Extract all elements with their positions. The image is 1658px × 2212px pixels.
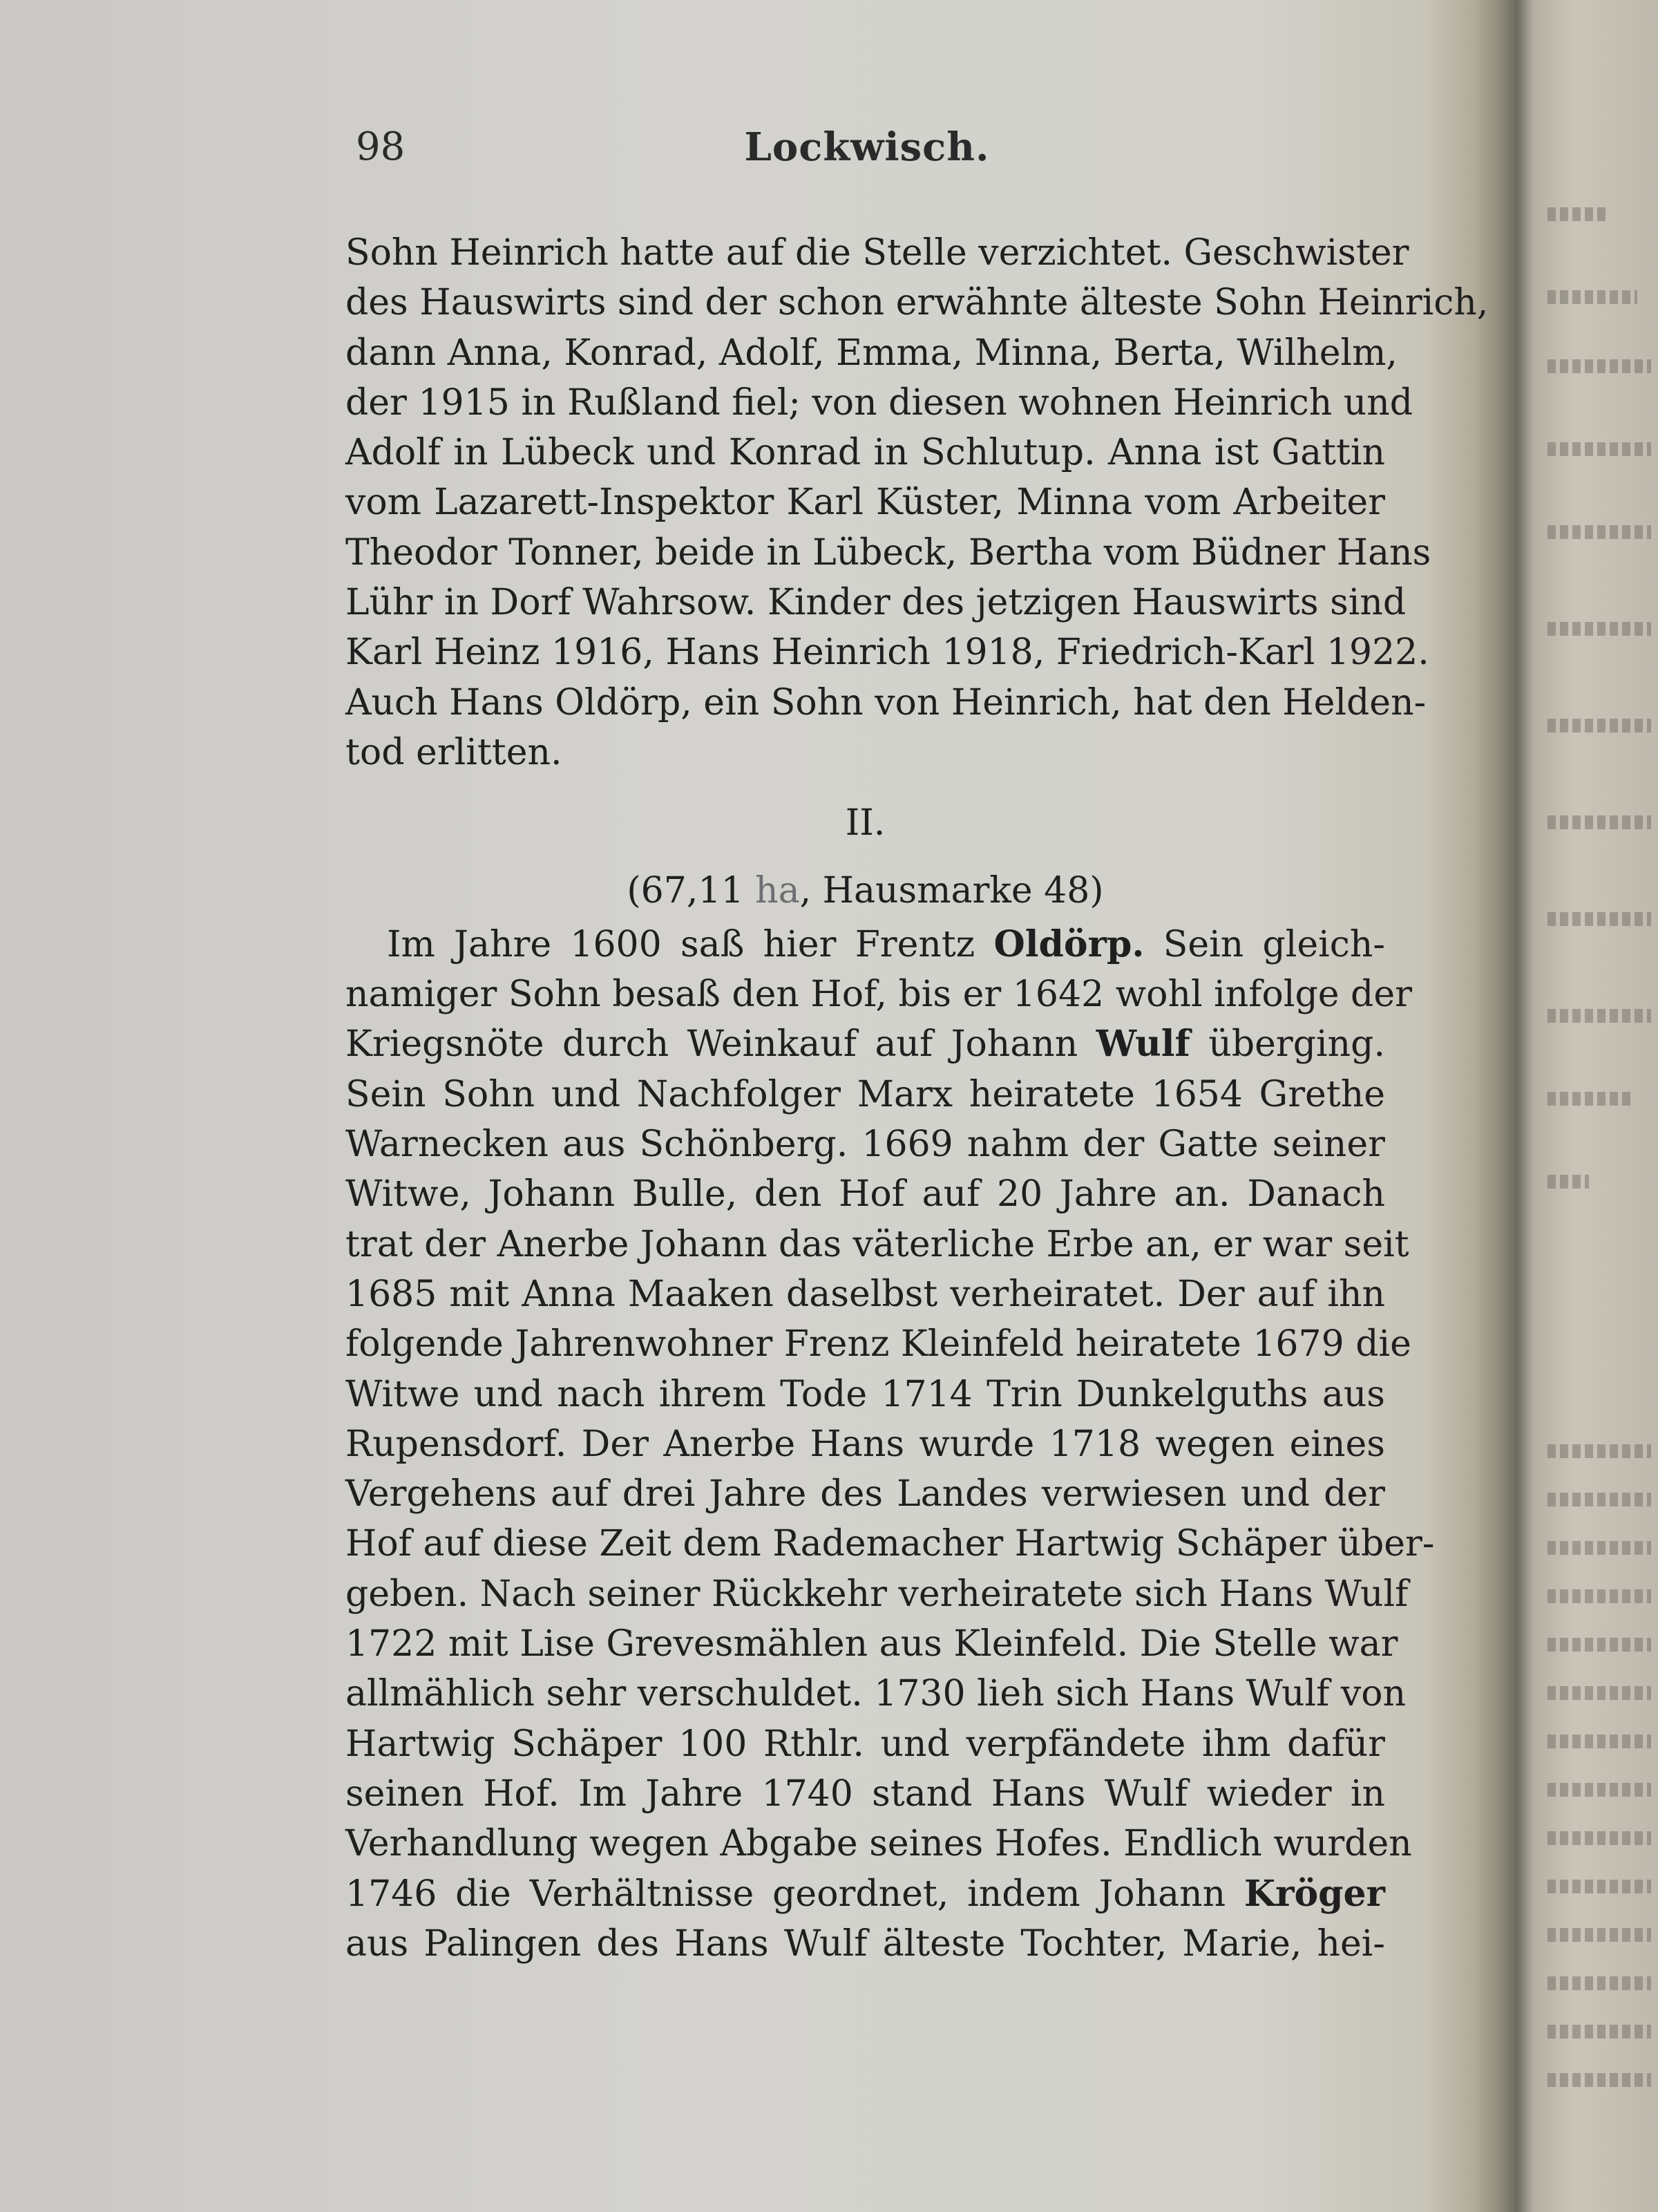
page-number: 98 bbox=[356, 124, 406, 169]
text-line: aus Palingen des Hans Wulf älteste Tochter, Marie, hei- bbox=[345, 1922, 1385, 1965]
ghost-text-line bbox=[1547, 290, 1637, 304]
text-line: 1722 mit Lise Grevesmählen aus Kleinfeld. Die Stelle war bbox=[345, 1623, 1398, 1665]
text-line: tod erlitten. bbox=[345, 731, 562, 773]
text-segment: Im Jahre 1600 saß hier Frentz bbox=[387, 923, 994, 965]
family-name: Oldörp. bbox=[993, 923, 1145, 965]
text-line: Karl Heinz 1916, Hans Heinrich 1918, Friedrich-Karl 1922. bbox=[345, 632, 1429, 674]
text-line: des Hauswirts sind der schon erwähnte älteste Sohn Heinrich, bbox=[345, 282, 1489, 324]
section-meta-unit: ha bbox=[755, 869, 800, 911]
ghost-text-line bbox=[1547, 1444, 1651, 1458]
ghost-text-line bbox=[1547, 1009, 1651, 1023]
text-line: Theodor Tonner, beide in Lübeck, Bertha vom Büdner Hans bbox=[345, 531, 1431, 574]
text-line: Witwe, Johann Bulle, den Hof auf 20 Jahre an. Danach bbox=[345, 1173, 1385, 1216]
ghost-text-line bbox=[1547, 1175, 1589, 1189]
text-line: Rupensdorf. Der Anerbe Hans wurde 1718 wegen eines bbox=[345, 1423, 1385, 1465]
text-line: Vergehens auf drei Jahre des Landes verwiesen und der bbox=[345, 1473, 1385, 1515]
text-segment: Sein gleich- bbox=[1144, 923, 1385, 965]
text-segment: 1746 die Verhältnisse geordnet, indem Johann bbox=[345, 1873, 1244, 1915]
text-line: geben. Nach seiner Rückkehr verheiratete sich Hans Wulf bbox=[345, 1573, 1409, 1615]
text-line: namiger Sohn besaß den Hof, bis er 1642 wohl infolge der bbox=[345, 974, 1412, 1016]
text-line: dann Anna, Konrad, Adolf, Emma, Minna, Berta, Wilhelm, bbox=[345, 332, 1398, 374]
ghost-text-line bbox=[1547, 1880, 1651, 1893]
ghost-text-line bbox=[1547, 912, 1651, 926]
ghost-text-line bbox=[1547, 1493, 1651, 1506]
text-line: Hof auf diese Zeit dem Rademacher Hartwig Schäper über- bbox=[345, 1523, 1435, 1565]
text-line: allmählich sehr verschuldet. 1730 lieh sich Hans Wulf von bbox=[345, 1673, 1407, 1715]
ghost-text-line bbox=[1547, 525, 1651, 539]
text-line: Witwe und nach ihrem Tode 1714 Trin Dunkelguths aus bbox=[345, 1373, 1385, 1415]
ghost-text-line bbox=[1547, 359, 1651, 373]
text-line: Warnecken aus Schönberg. 1669 nahm der Gatte seiner bbox=[345, 1124, 1385, 1166]
ghost-text-line bbox=[1547, 719, 1651, 732]
ghost-text-line bbox=[1547, 2025, 1651, 2039]
text-line: Adolf in Lübeck und Konrad in Schlutup. Anna ist Gattin bbox=[345, 432, 1385, 474]
text-line: vom Lazarett-Inspektor Karl Küster, Minna vom Arbeiter bbox=[345, 482, 1385, 524]
ghost-text-line bbox=[1547, 1541, 1651, 1555]
text-line bbox=[345, 1019, 1385, 1069]
ghost-text-line bbox=[1547, 1092, 1630, 1106]
text-line: Verhandlung wegen Abgabe seines Hofes. Endlich wurden bbox=[345, 1823, 1412, 1865]
text-line: Sohn Heinrich hatte auf die Stelle verzichtet. Geschwister bbox=[345, 232, 1409, 274]
text-segment: überging. bbox=[1190, 1023, 1385, 1066]
family-name: Kröger bbox=[1244, 1872, 1385, 1915]
ghost-text-line bbox=[1547, 1638, 1651, 1652]
text-line: 1685 mit Anna Maaken daselbst verheiratet. Der auf ihn bbox=[345, 1273, 1385, 1315]
ghost-text-line bbox=[1547, 1831, 1651, 1845]
text-line: Auch Hans Oldörp, ein Sohn von Heinrich, hat den Helden- bbox=[345, 681, 1427, 724]
ghost-text-line bbox=[1547, 1783, 1651, 1797]
text-segment: Kriegsnöte durch Weinkauf auf Johann bbox=[345, 1023, 1096, 1066]
paragraph-2 bbox=[345, 920, 1435, 1969]
ghost-text-line bbox=[1547, 1734, 1651, 1748]
facing-page-edge bbox=[1527, 0, 1658, 2212]
body-text bbox=[345, 228, 1489, 1969]
ghost-text-line bbox=[1547, 622, 1651, 636]
ghost-text-line bbox=[1547, 2073, 1651, 2087]
section-meta-suffix: , Hausmarke 48) bbox=[799, 869, 1104, 911]
text-line: trat der Anerbe Johann das väterliche Erbe an, er war seit bbox=[345, 1223, 1409, 1265]
ghost-text-line bbox=[1547, 1928, 1651, 1942]
section-meta bbox=[345, 866, 1385, 916]
section-meta-prefix: (67,11 bbox=[627, 869, 756, 911]
ghost-text-line bbox=[1547, 1686, 1651, 1700]
text-line: Lühr in Dorf Wahrsow. Kinder des jetzigen Hauswirts sind bbox=[345, 582, 1407, 624]
ghost-text-line bbox=[1547, 207, 1610, 221]
text-line: seinen Hof. Im Jahre 1740 stand Hans Wulf wieder in bbox=[345, 1773, 1385, 1815]
text-line bbox=[345, 1869, 1385, 1919]
ghost-text-line bbox=[1547, 1976, 1651, 1990]
family-name: Wulf bbox=[1096, 1023, 1190, 1066]
paragraph-1 bbox=[345, 228, 1489, 777]
page-header bbox=[356, 124, 1378, 180]
text-line: folgende Jahrenwohner Frenz Kleinfeld heiratete 1679 die bbox=[345, 1323, 1411, 1365]
ghost-text-line bbox=[1547, 1589, 1651, 1603]
text-line: der 1915 in Rußland fiel; von diesen wohnen Heinrich und bbox=[345, 381, 1413, 424]
ghost-text-line bbox=[1547, 442, 1651, 456]
text-line bbox=[345, 920, 1385, 970]
running-title: Lockwisch. bbox=[744, 124, 990, 170]
text-line: Sein Sohn und Nachfolger Marx heiratete 1654 Grethe bbox=[345, 1073, 1385, 1115]
ghost-text-line bbox=[1547, 815, 1651, 829]
section-numeral: II. bbox=[845, 802, 886, 844]
text-line: Hartwig Schäper 100 Rthlr. und verpfändete ihm dafür bbox=[345, 1723, 1385, 1765]
